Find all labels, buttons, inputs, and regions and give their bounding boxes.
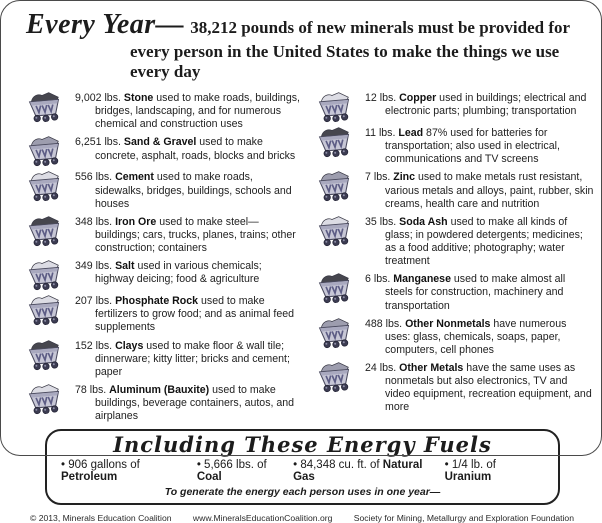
minerals-list	[0, 84, 602, 426]
fuel-uranium: • 1/4 lb. of Uranium	[444, 459, 496, 484]
mineral-item-lead	[312, 125, 594, 166]
energy-fuels-box	[45, 429, 560, 505]
mineral-text: 11 lbs. Lead 87% used for batteries for transportation; also used in electrical, communications and TV screens	[365, 127, 560, 166]
mineral-text: 78 lbs. Aluminum (Bauxite) used to make buildings, beverage containers, autos, and airplanes	[75, 383, 295, 423]
mineral-item-copper	[312, 90, 594, 122]
mineral-text: 35 lbs. Soda Ash used to make all kinds of glass; in powdered detergents; medicines; as a food additive; photography; water treatment	[365, 215, 583, 268]
title-line-1	[26, 9, 584, 41]
mineral-item-iron-ore	[22, 214, 300, 255]
mine-cart-icon	[312, 360, 356, 392]
minerals-column-right	[308, 90, 594, 426]
website-text: www.MineralsEducationCoalition.org	[192, 513, 333, 523]
fuel-petroleum: • 906 gallons of Petroleum	[61, 459, 140, 484]
page-title	[0, 0, 602, 84]
mine-cart-icon	[312, 271, 356, 303]
mineral-item-clays	[22, 338, 300, 379]
fuel-natural-gas: • 84,348 cu. ft. of Natural Gas	[293, 459, 423, 484]
mineral-item-manganese	[312, 271, 594, 312]
mine-cart-icon	[22, 293, 66, 325]
mine-cart-icon	[22, 169, 66, 201]
energy-fuels-title: Including These Energy Fuels	[113, 432, 492, 458]
mine-cart-icon	[312, 169, 356, 201]
title-lead: Every Year—	[26, 9, 185, 40]
mineral-text: 6 lbs. Manganese used to make almost all steels for construction, machinery and transportation	[365, 273, 566, 312]
mineral-text: 12 lbs. Copper used in buildings; electrical and electronic parts; plumbing; transportation	[365, 92, 587, 118]
mine-cart-icon	[312, 316, 356, 348]
mineral-item-aluminum	[22, 382, 300, 423]
mineral-text: 9,002 lbs. Stone used to make roads, buildings, bridges, landscaping, and for numerous chemical and construction uses	[75, 92, 300, 131]
mineral-item-stone	[22, 90, 300, 131]
mineral-text: 348 lbs. Iron Ore used to make steel— buildings; cars, trucks, planes, trains; other construction; containers	[75, 215, 296, 254]
page-footer	[0, 505, 602, 523]
title-text-2: every person in the United States to make the things we use every day	[130, 42, 560, 81]
mineral-text: 6,251 lbs. Sand & Gravel used to make concrete, asphalt, roads, blocks and bricks	[75, 136, 296, 162]
mineral-text: 24 lbs. Other Metals have the same uses as nonmetals but also electronics, TV and video equipment, recreation equipment, and more	[365, 362, 592, 414]
minerals-column-left	[22, 90, 308, 426]
mineral-text: 349 lbs. Salt used in various chemicals; highway deicing; food & agriculture	[75, 260, 262, 286]
mine-cart-icon	[22, 90, 66, 122]
mine-cart-icon	[22, 258, 66, 290]
mine-cart-icon	[312, 214, 356, 246]
mineral-item-sand-gravel	[22, 134, 300, 166]
energy-fuels-row	[59, 459, 546, 483]
fuel-coal: • 5,666 lbs. of Coal	[196, 459, 267, 484]
mineral-item-cement	[22, 169, 300, 210]
mine-cart-icon	[22, 134, 66, 166]
mineral-item-soda-ash	[312, 214, 594, 269]
energy-footnote: To generate the energy each person uses in one year—	[164, 486, 441, 499]
mineral-text: 488 lbs. Other Nonmetals have numerous uses: glass, chemicals, soaps, paper, computers, cell phones	[365, 317, 567, 356]
copyright-text: © 2013, Minerals Education Coalition	[30, 513, 172, 523]
mine-cart-icon	[22, 382, 66, 414]
mineral-item-zinc	[312, 169, 594, 210]
mineral-item-other-metals	[312, 360, 594, 415]
mineral-item-salt	[22, 258, 300, 290]
title-text-1: 38,212 pounds of new minerals must be provided for	[190, 18, 571, 37]
mineral-text: 207 lbs. Phosphate Rock used to make fertilizers to grow food; and as animal feed supplements	[75, 295, 295, 334]
mineral-text: 152 lbs. Clays used to make floor & wall tile; dinnerware; kitty litter; bricks and cement; paper	[75, 339, 290, 378]
mine-cart-icon	[312, 125, 356, 157]
mine-cart-icon	[22, 214, 66, 246]
mine-cart-icon	[312, 90, 356, 122]
mineral-text: 556 lbs. Cement used to make roads, sidewalks, bridges, buildings, schools and houses	[75, 171, 292, 210]
mine-cart-icon	[22, 338, 66, 370]
mineral-text: 7 lbs. Zinc used to make metals rust resistant, various metals and alloys, paint, rubber, skin creams, health care and nutrition	[365, 171, 594, 210]
mineral-item-other-nonmetals	[312, 316, 594, 357]
society-text: Society for Mining, Metallurgy and Exploration Foundation	[353, 513, 574, 523]
mineral-item-phosphate-rock	[22, 293, 300, 334]
